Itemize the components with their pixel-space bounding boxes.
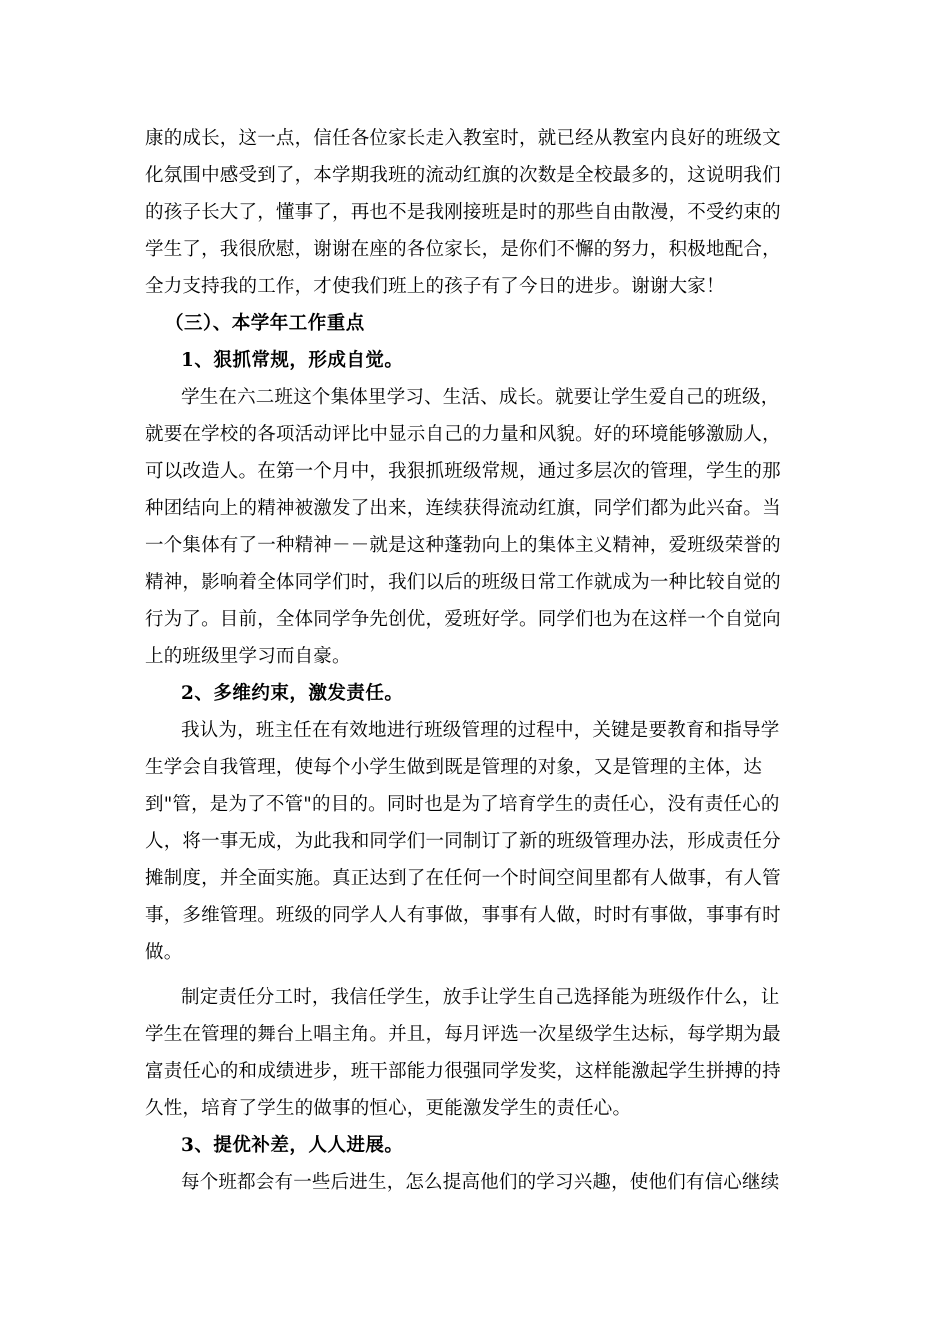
paragraph-line: 行为了。目前，全体同学争先创优，爱班好学。同学们也为在这样一个自觉向: [145, 609, 781, 630]
paragraph-line: 可以改造人。在第一个月中，我狠抓班级常规，通过多层次的管理，学生的那: [145, 461, 781, 482]
paragraph-line: 学生在六二班这个集体里学习、生活、成长。就要让学生爱自己的班级，: [181, 387, 780, 408]
paragraph-line: 摊制度，并全面实施。真正达到了在任何一个时间空间里都有人做事，有人管: [145, 868, 781, 889]
paragraph-line: 事，多维管理。班级的同学人人有事做，事事有人做，时时有事做，事事有时: [145, 905, 781, 926]
paragraph-line: 一个集体有了一种精神－－就是这种蓬勃向上的集体主义精神，爱班级荣誉的: [145, 535, 781, 556]
paragraph-line: 富责任心的和成绩进步，班干部能力很强同学发奖，这样能激起学生拼搏的持: [145, 1061, 781, 1082]
paragraph-line: 上的班级里学习而自豪。: [145, 646, 351, 667]
subsection-heading-3: 3、提优补差，人人进展。: [181, 1135, 404, 1156]
paragraph-line: 化氛围中感受到了，本学期我班的流动红旗的次数是全校最多的，这说明我们: [145, 165, 781, 186]
paragraph-line: 每个班都会有一些后进生，怎么提高他们的学习兴趣，使他们有信心继续: [181, 1172, 780, 1193]
paragraph-line: 康的成长，这一点，信任各位家长走入教室时，就已经从教室内良好的班级文: [145, 128, 781, 149]
paragraph-line: 到"管，是为了不管"的目的。同时也是为了培育学生的责任心，没有责任心的: [145, 794, 780, 815]
subsection-heading-2: 2、多维约束，激发责任。: [181, 683, 404, 704]
subsection-heading-1: 1、狠抓常规，形成自觉。: [181, 350, 404, 371]
section-heading: （三）、本学年工作重点: [165, 313, 365, 334]
paragraph-line: 种团结向上的精神被激发了出来，连续获得流动红旗，同学们都为此兴奋。当: [145, 498, 781, 519]
paragraph-line: 学生了，我很欣慰，谢谢在座的各位家长，是你们不懈的努力，积极地配合，: [145, 239, 781, 260]
paragraph-line: 久性，培育了学生的做事的恒心，更能激发学生的责任心。: [145, 1098, 632, 1119]
paragraph-line: 学生在管理的舞台上唱主角。并且，每月评选一次星级学生达标，每学期为最: [145, 1024, 781, 1045]
paragraph-line: 的孩子长大了，懂事了，再也不是我刚接班是时的那些自由散漫，不受约束的: [145, 202, 781, 223]
paragraph-line: 精神，影响着全体同学们时，我们以后的班级日常工作就成为一种比较自觉的: [145, 572, 781, 593]
paragraph-line: 我认为，班主任在有效地进行班级管理的过程中，关键是要教育和指导学: [181, 720, 780, 741]
paragraph-line: 就要在学校的各项活动评比中显示自己的力量和风貌。好的环境能够激励人，: [145, 424, 781, 445]
paragraph-line: 全力支持我的工作，才使我们班上的孩子有了今日的进步。谢谢大家！: [145, 276, 725, 297]
paragraph-line: 制定责任分工时，我信任学生，放手让学生自己选择能为班级作什么，让: [181, 987, 780, 1008]
paragraph-line: 人，将一事无成，为此我和同学们一同制订了新的班级管理办法，形成责任分: [145, 831, 781, 852]
paragraph-line: 生学会自我管理，使每个小学生做到既是管理的对象，又是管理的主体，达: [145, 757, 763, 778]
paragraph-line: 做。: [145, 942, 183, 963]
